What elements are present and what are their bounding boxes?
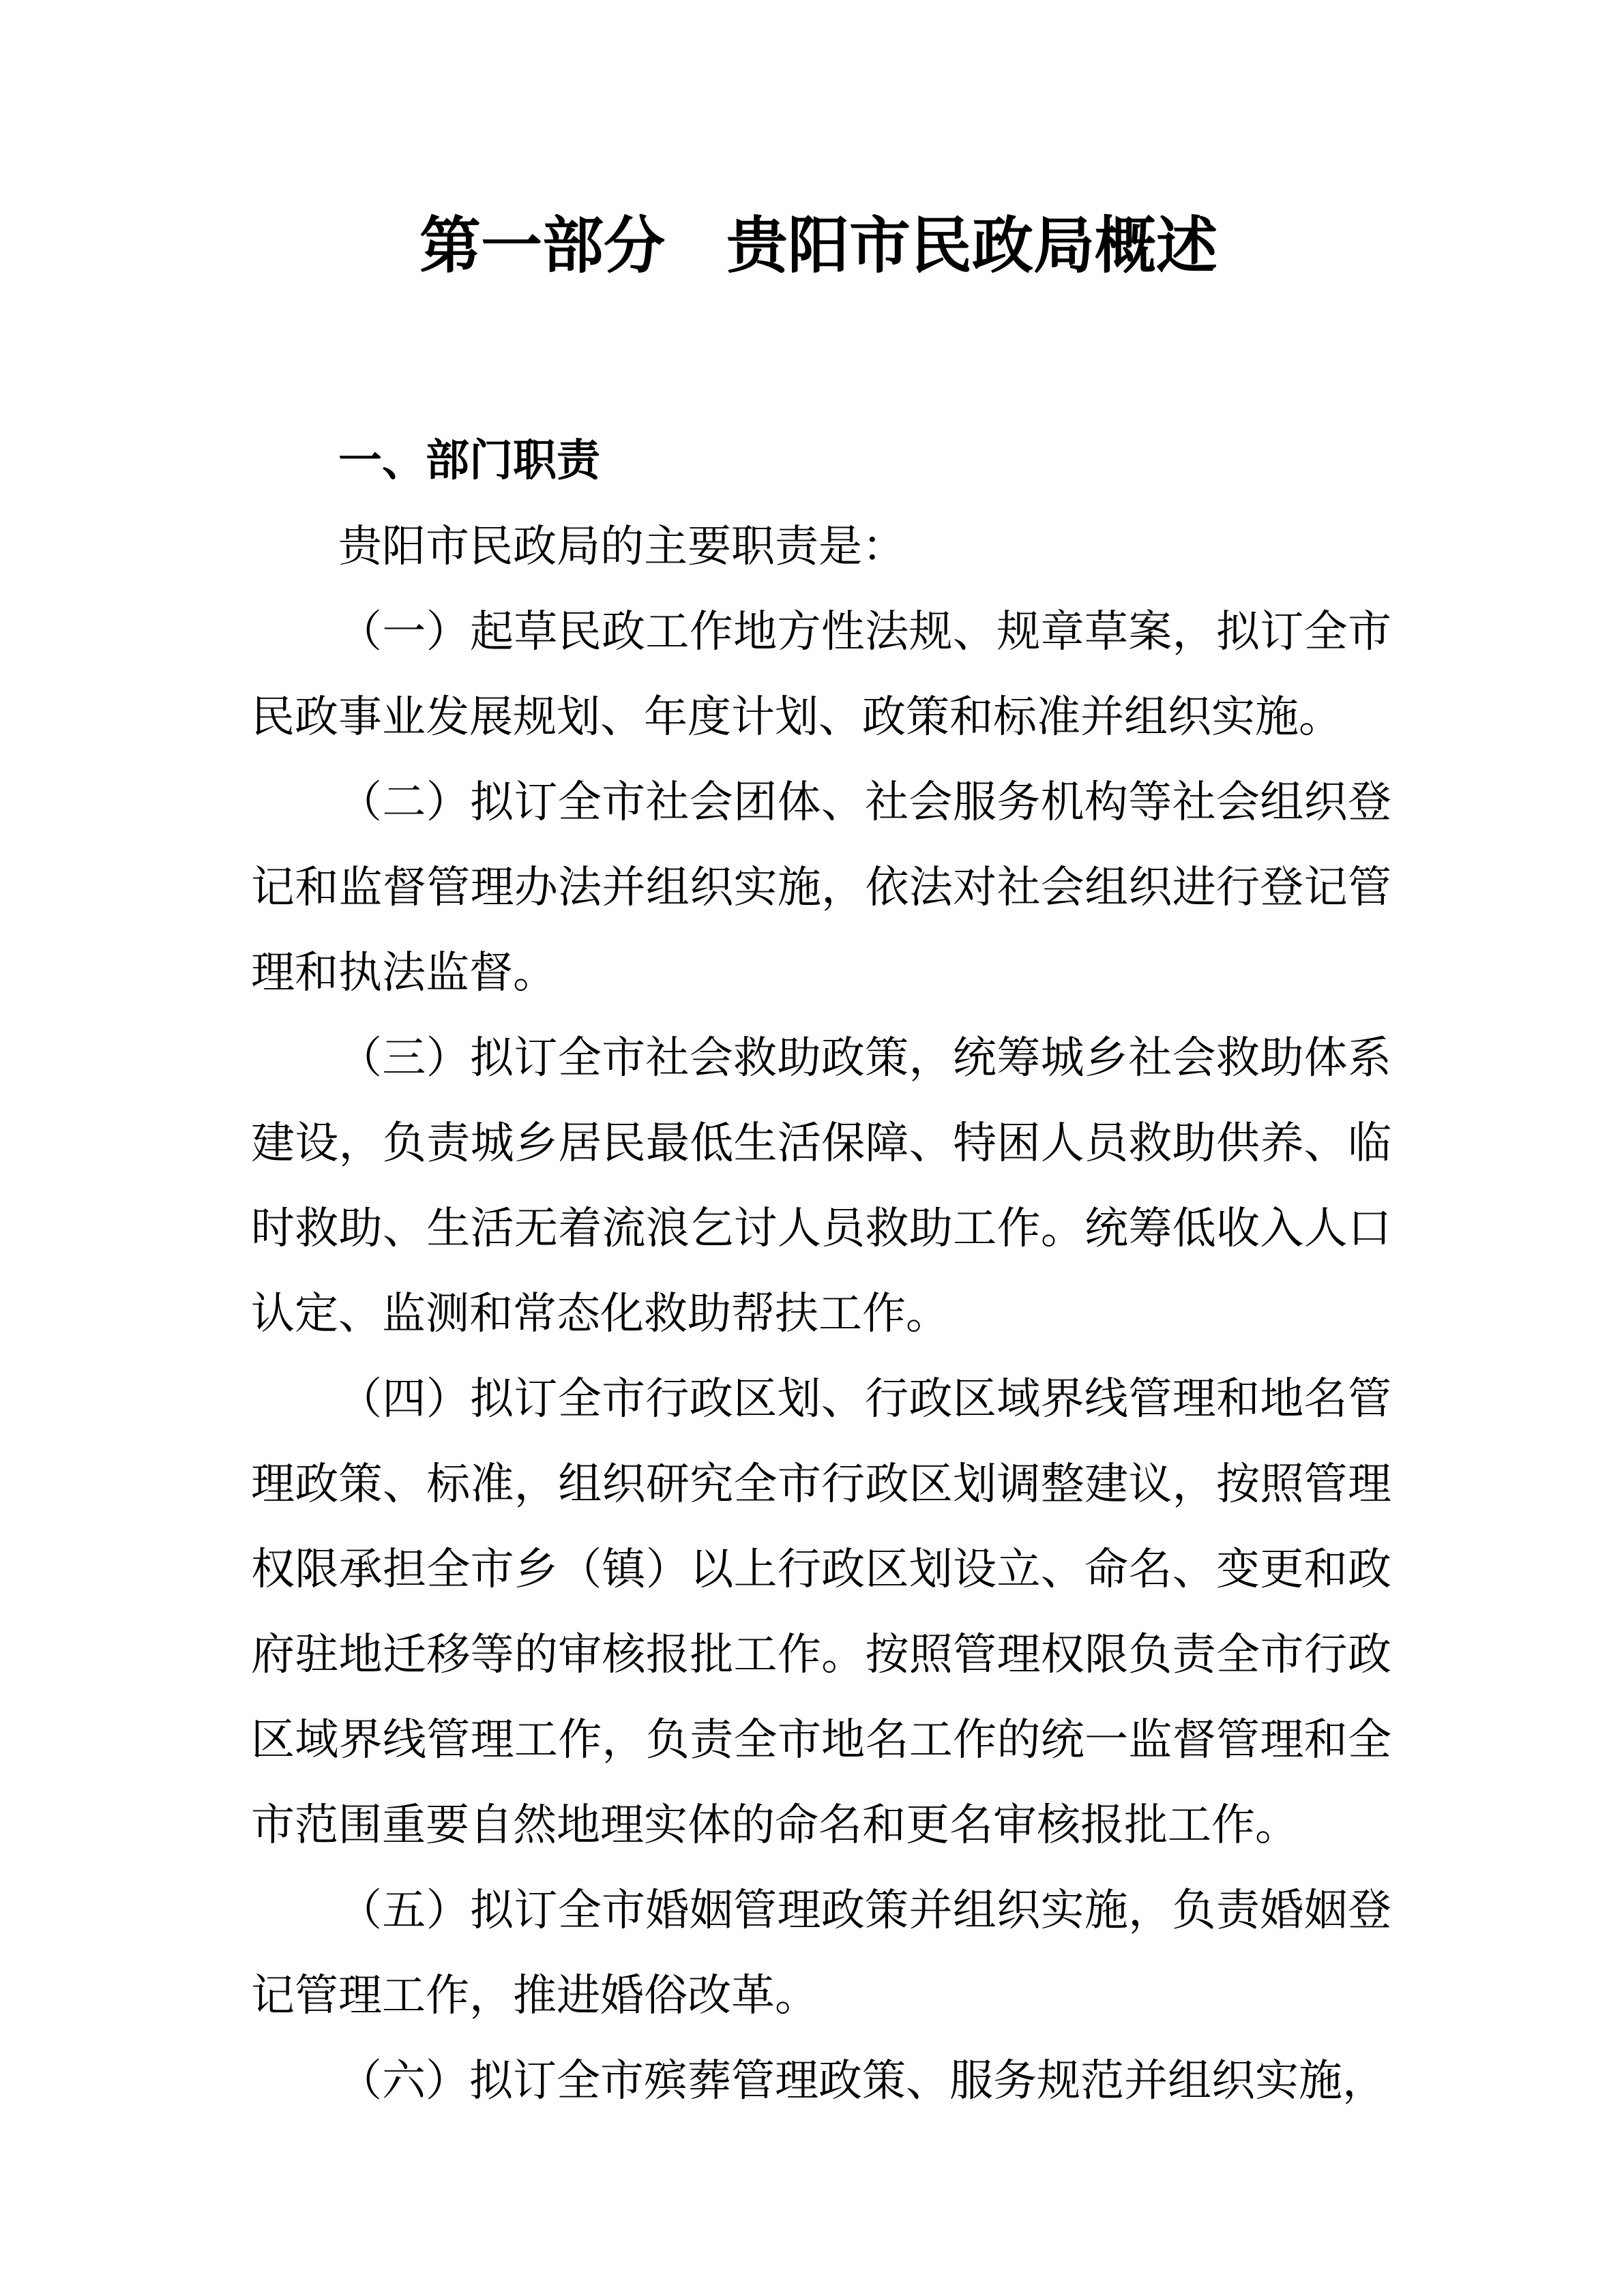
clause-5: （五）拟订全市婚姻管理政策并组织实施，负责婚姻登记管理工作，推进婚俗改革。 [251, 1886, 1391, 2020]
section-intro: 贵阳市民政局的主要职责是： [338, 522, 906, 571]
document-body [251, 419, 1391, 2123]
section-heading: 一、部门职责 [338, 436, 600, 486]
clause-6: （六）拟订全市殡葬管理政策、服务规范并组织实施， [338, 2057, 1386, 2105]
document-title: 第一部分 贵阳市民政局概述 [419, 210, 1217, 282]
clause-4: （四）拟订全市行政区划、行政区域界线管理和地名管理政策、标准，组织研究全市行政区划调整建议，按照管理权限承担全市乡（镇）以上行政区划设立、命名、变更和政府驻地迁移等的审核报批工作。按照管理权限负责全市行政区域界线管理工作，负责全市地名工作的统一监督管理和全市范围重要自然地理实体的命名和更名审核报批工作。 [251, 1375, 1391, 1849]
clause-2: （二）拟订全市社会团体、社会服务机构等社会组织登记和监督管理办法并组织实施，依法对社会组织进行登记管理和执法监督。 [251, 778, 1391, 997]
clause-3: （三）拟订全市社会救助政策，统筹城乡社会救助体系建设，负责城乡居民最低生活保障、特困人员救助供养、临时救助、生活无着流浪乞讨人员救助工作。统筹低收入人口认定、监测和常态化救助帮扶工作。 [251, 1034, 1391, 1338]
clause-1: （一）起草民政工作地方性法规、规章草案，拟订全市民政事业发展规划、年度计划、政策和标准并组织实施。 [251, 608, 1391, 741]
